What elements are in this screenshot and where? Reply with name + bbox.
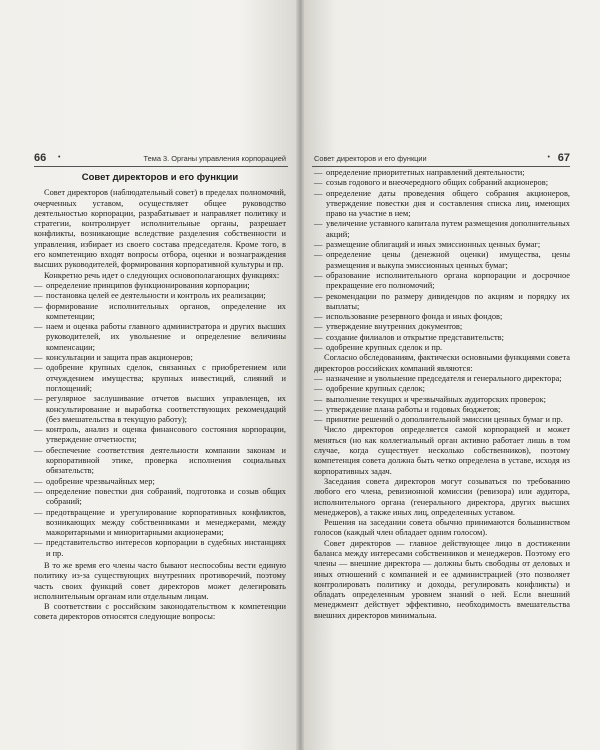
functions-list: [34, 281, 286, 559]
right-running-title: Совет директоров и его функции: [314, 154, 427, 163]
list-item: — размещение облигаций и иных эмиссионных ценных бумаг;: [314, 240, 570, 250]
right-page-number: 67: [557, 152, 570, 164]
list-item: — представительство интересов корпорации в судебных инстанциях и пр.: [34, 538, 286, 559]
list-item: — увеличение уставного капитала путем размещения дополнительных акций;: [314, 219, 570, 240]
list-item: — определение даты проведения общего собрания акционеров, утверждение повестки дня и составления списка лиц, имеющих право на участие в нем;: [314, 189, 570, 220]
paragraph: Решения на заседании совета обычно принимаются большинством голосов (каждый член обладает одним голосом).: [314, 518, 570, 538]
list-item: — наем и оценка работы главного администратора и других высших руководителей, их увольнение и определение величины компенсации;: [34, 322, 286, 353]
header-dot: •: [58, 154, 61, 161]
left-page-number: 66: [34, 152, 47, 164]
list-item: — созыв годового и внеочередного общих собраний акционеров;: [314, 178, 570, 188]
paragraph: Конкретно речь идет о следующих основополагающих функциях:: [44, 270, 280, 280]
list-item: — рекомендации по размеру дивидендов по акциям и порядку их выплаты;: [314, 292, 570, 313]
list-item: — одобрение крупных сделок, связанных с приобретением или отчуждением имущества; крупных инвестиций, слияний и поглощений;: [34, 363, 286, 394]
list-item: — регулярное заслушивание отчетов высших управленцев, их консультирование и выработка соответствующих рекомендаций (без вмешательства в текущую работу);: [34, 394, 286, 425]
list-item: — одобрение чрезвычайных мер;: [34, 477, 286, 487]
list-item: — предотвращение и урегулирование корпоративных конфликтов, возникающих между собственниками и менеджерами, между мажоритарными и миноритарными акционерами;: [34, 508, 286, 539]
paragraph: Число директоров определяется самой корпорацией и может меняться (но как коллегиальный орган активно работает лишь в том случае, когда существует несколько собственников), поэтому компетенция совета должна быть четко определена в уставе, исходя из корпоративных задач.: [314, 425, 570, 476]
actual-functions-list: [314, 374, 570, 425]
book-gutter: [296, 0, 304, 750]
paragraph: Заседания совета директоров могут созываться по требованию любого его члена, ревизионной комиссии (ревизора) или аудитора, исполнительного органа (генерального директора, других высших менеджеров), а также иных лиц, определенных уставом.: [314, 476, 570, 517]
section-heading: Совет директоров и его функции: [81, 172, 239, 183]
list-item: — консультации и защита прав акционеров;: [34, 353, 286, 363]
paragraph: Совет директоров — главное действующее лицо в достижении баланса между интересами собственников и менеджеров. Поэтому его члены — внешние директора — должны быть свободны от деловых и иных отношений с компанией и ее администрацией (это позволяет контролировать политику и доходы, регулировать конфликты) и обладать определенным уровнем знаний о ней. Если внешний менеджмент действует эффективно, необходимость вмешательства внешних директоров минимальна.: [314, 538, 570, 620]
right-running-header: [312, 150, 570, 167]
list-item: — одобрение крупных сделок и пр.: [314, 343, 570, 353]
list-item: — выполнение текущих и чрезвычайных аудиторских проверок;: [314, 395, 570, 405]
list-item: — одобрение крупных сделок;: [314, 384, 570, 394]
paragraph: В то же время его члены часто бывают неспособны вести единую политику из-за существующих внутренних противоречий, поэтому часть своих функций совет директоров может делегировать исполнительным органам или отдельным лицам.: [34, 560, 286, 601]
left-running-header: [34, 150, 288, 167]
competence-list: [314, 168, 570, 353]
right-page: [300, 0, 600, 750]
list-item: — контроль, анализ и оценка финансового состояния корпорации, утверждение отчетности;: [34, 425, 286, 446]
list-item: — использование резервного фонда и иных фондов;: [314, 312, 570, 322]
paragraph: Совет директоров (наблюдательный совет) в пределах полномочий, очерченных уставом, осуществляет общее руководство деятельностью корпорации, разрабатывает и направляет политику и стратегии, контролирует исполнительные органы, разрешает конфликты, возникающие вследствие разделения собственности и управления, избирает из своего состава председателя. Кроме того, в его компетенцию входят вопросы отбора, оценки и вознаграждения высших руководителей, формирования корпоративной культуры и пр.: [34, 188, 286, 270]
list-item: — обеспечение соответствия деятельности компании законам и корпоративной этике, проверка исполнения социальных обязательств;: [34, 446, 286, 477]
paragraph: В соответствии с российским законодательством к компетенции совета директоров относятся следующие вопросы:: [34, 602, 286, 622]
list-item: — определение цены (денежной оценки) имущества, цены размещения и выкупа эмиссионных ценных бумаг;: [314, 250, 570, 271]
list-item: — назначение и увольнение председателя и генерального директора;: [314, 374, 570, 384]
list-item: — постановка целей ее деятельности и контроль их реализации;: [34, 291, 286, 301]
list-item: — образование исполнительного органа корпорации и досрочное прекращение его полномочий;: [314, 271, 570, 292]
right-body-text: [314, 168, 570, 621]
left-running-title: Тема 3. Органы управления корпорацией: [143, 154, 286, 163]
list-item: — принятие решений о дополнительной эмиссии ценных бумаг и пр.: [314, 415, 570, 425]
list-item: — определение принципов функционирования корпорации;: [34, 281, 286, 291]
header-dot: •: [547, 154, 550, 161]
list-item: — определение повестки дня собраний, подготовка и созыв общих собраний;: [34, 487, 286, 508]
paragraph: Согласно обследованиям, фактически основными функциями совета директоров российских компаний являются:: [314, 353, 570, 373]
left-body-text: [34, 170, 286, 623]
list-item: — утверждение внутренних документов;: [314, 322, 570, 332]
list-item: — формирование исполнительных органов, определение их компетенции;: [34, 302, 286, 323]
list-item: — определение приоритетных направлений деятельности;: [314, 168, 570, 178]
list-item: — создание филиалов и открытие представительств;: [314, 333, 570, 343]
list-item: — утверждение плана работы и годовых бюджетов;: [314, 405, 570, 415]
